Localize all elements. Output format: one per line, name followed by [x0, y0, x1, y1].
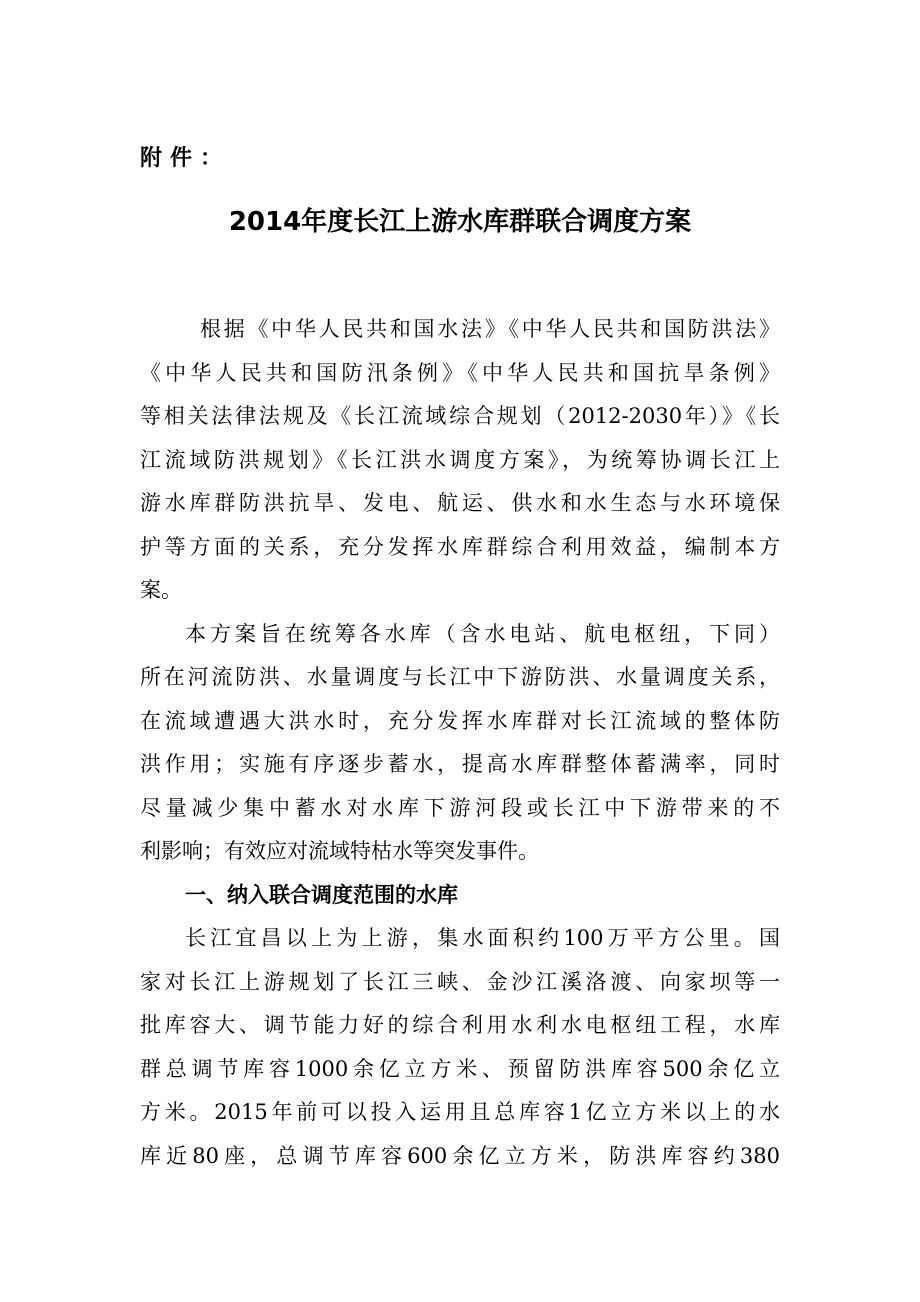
paragraph-3-line-5: 方米。2015年前可以投入运用且总库容1亿立方米以上的水 [140, 1100, 780, 1124]
paragraph-3-line-1: 长江宜昌以上为上游，集水面积约100万平方公里。国 [185, 926, 780, 950]
paragraph-2-line-3: 在流域遭遇大洪水时，充分发挥水库群对长江流域的整体防 [140, 708, 780, 733]
paragraph-1-line-5: 游水库群防洪抗旱、发电、航运、供水和水生态与水环境保 [140, 491, 780, 515]
paragraph-2-line-6: 利影响；有效应对流域特枯水等突发事件。 [140, 839, 539, 863]
paragraph-3-line-2: 家对长江上游规划了长江三峡、金沙江溪洛渡、向家坝等一 [140, 969, 780, 994]
paragraph-1-line-3: 等相关法律法规及《长江流域综合规划（2012-2030年）》《长 [140, 404, 780, 428]
paragraph-1-line-4: 江流域防洪规划》《长江洪水调度方案》，为统筹协调长江上 [140, 447, 780, 472]
paragraph-3-line-3: 批库容大、调节能力好的综合利用水利水电枢纽工程，水库 [140, 1013, 780, 1037]
paragraph-2-line-1: 本方案旨在统筹各水库（含水电站、航电枢纽，下同） [185, 621, 780, 646]
document-title: 2014年度长江上游水库群联合调度方案 [228, 207, 692, 237]
section-1-heading: 一、纳入联合调度范围的水库 [185, 882, 458, 907]
paragraph-2-line-5: 尽量减少集中蓄水对水库下游河段或长江中下游带来的不 [140, 795, 780, 820]
paragraph-3-line-4: 群总调节库容1000余亿立方米、预留防洪库容500余亿立 [140, 1056, 780, 1081]
paragraph-1-line-6: 护等方面的关系，充分发挥水库群综合利用效益，编制本方 [140, 534, 780, 559]
paragraph-2-line-2: 所在河流防洪、水量调度与长江中下游防洪、水量调度关系， [140, 665, 780, 689]
paragraph-2-line-4: 洪作用；实施有序逐步蓄水，提高水库群整体蓄满率，同时 [140, 752, 780, 776]
paragraph-1-line-7: 案。 [140, 578, 182, 602]
paragraph-3-line-6: 库近80座，总调节库容600余亿立方米，防洪库容约380 [140, 1143, 780, 1168]
attachment-label: 附件： [140, 146, 231, 171]
document-body [140, 308, 780, 1178]
paragraph-1-line-2: 《中华人民共和国防汛条例》《中华人民共和国抗旱条例》 [140, 360, 780, 385]
paragraph-1-line-1: 根据《中华人民共和国水法》《中华人民共和国防洪法》 [200, 317, 780, 341]
